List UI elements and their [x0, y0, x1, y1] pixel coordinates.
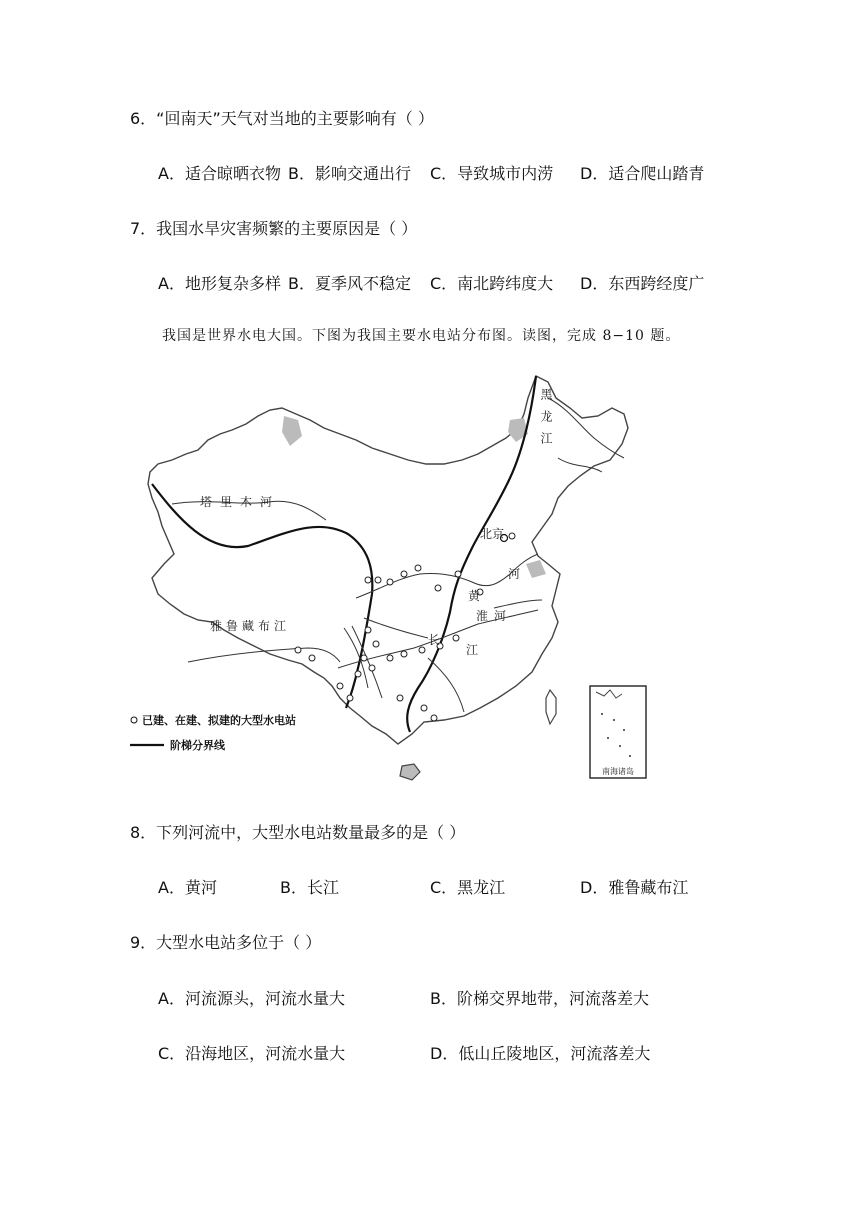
station-marker: [455, 571, 461, 577]
station-marker: [431, 715, 437, 721]
station-marker: [453, 635, 459, 641]
station-marker: [309, 655, 315, 661]
label-huaihe: 淮河: [476, 609, 513, 623]
label-beijing: 北京: [480, 527, 505, 541]
station-marker: [387, 655, 393, 661]
station-marker: [401, 651, 407, 657]
station-marker: [435, 585, 441, 591]
option-9d: D．低山丘陵地区，河流落差大: [430, 1044, 651, 1063]
china-outline: [148, 376, 628, 744]
station-marker: [355, 671, 361, 677]
label-heilongjiang-vertical: [539, 388, 553, 454]
legend-station-label: 已建、在建、拟建的大型水电站: [142, 714, 296, 727]
option-6b: B．影响交通出行: [288, 164, 411, 183]
station-marker: [421, 705, 427, 711]
option-7c: C．南北跨纬度大: [430, 274, 554, 293]
label-he: 河: [508, 567, 521, 581]
option-6d: D．适合爬山踏青: [580, 164, 705, 183]
option-7b: B．夏季风不稳定: [288, 274, 411, 293]
label-jiang: 江: [466, 643, 479, 657]
station-marker: [365, 577, 371, 583]
question-7-stem: 7．我国水旱灾害频繁的主要原因是（ ）: [130, 219, 418, 238]
station-marker: [347, 695, 353, 701]
option-8a: A．黄河: [158, 878, 217, 897]
passage-intro: 我国是世界水电大国。下图为我国主要水电站分布图。读图，完成 8−10 题。: [162, 328, 681, 344]
legend-station-icon: [131, 717, 137, 723]
label-yarlung-river: 雅鲁藏布江: [210, 619, 291, 633]
question-9-stem: 9．大型水电站多位于（ ）: [130, 933, 322, 952]
station-marker: [387, 579, 393, 585]
station-marker: [295, 647, 301, 653]
option-6a: A．适合晾晒衣物: [158, 164, 281, 183]
hydropower-map: [128, 368, 648, 784]
label-nanhai: 南海诸岛: [602, 767, 634, 776]
option-9c: C．沿海地区，河流水量大: [158, 1044, 346, 1063]
station-marker: [337, 683, 343, 689]
option-9a: A．河流源头，河流水量大: [158, 989, 345, 1008]
hainan-island: [400, 764, 420, 780]
taiwan-island: [546, 690, 556, 724]
question-8-stem: 8．下列河流中，大型水电站数量最多的是（ ）: [130, 823, 466, 842]
station-marker: [373, 641, 379, 647]
station-marker: [415, 565, 421, 571]
station-marker: [375, 577, 381, 583]
option-9b: B．阶梯交界地带，河流落差大: [430, 989, 649, 1008]
option-8d: D．雅鲁藏布江: [580, 878, 689, 897]
option-7d: D．东西跨经度广: [580, 274, 705, 293]
station-marker: [365, 627, 371, 633]
station-marker: [419, 647, 425, 653]
south-china-sea-inset: [590, 686, 646, 778]
option-8c: C．黑龙江: [430, 878, 506, 897]
legend-boundary-label: 阶梯分界线: [170, 739, 225, 752]
station-marker: [509, 533, 515, 539]
option-8b: B．长江: [280, 878, 339, 897]
station-marker: [369, 665, 375, 671]
label-heilongjiang: 黑龙江: [539, 388, 553, 454]
station-marker: [397, 695, 403, 701]
label-huang: 黄: [468, 589, 481, 603]
label-tarim-river: 塔里木河: [200, 495, 281, 509]
question-6-stem: 6．“回南天”天气对当地的主要影响有（ ）: [130, 109, 434, 128]
station-marker: [401, 571, 407, 577]
station-marker: [361, 655, 367, 661]
option-7a: A．地形复杂多样: [158, 274, 281, 293]
option-6c: C．导致城市内涝: [430, 164, 554, 183]
label-chang: 长: [428, 633, 441, 647]
